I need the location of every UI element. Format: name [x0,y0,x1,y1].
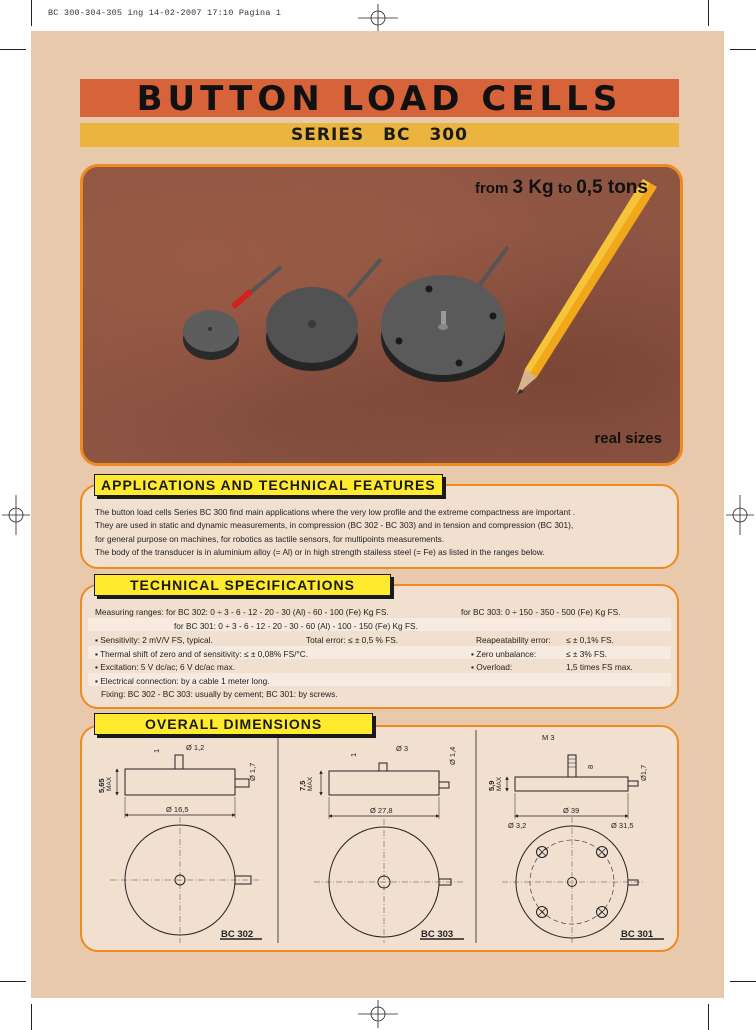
bc302-pin-diameter: Ø 1,2 [186,743,205,752]
repeatability-label: Reapeatability error: [476,635,551,645]
registration-mark-icon [726,495,754,535]
dimensions-heading: OVERALL DIMENSIONS [94,713,373,735]
real-sizes-note: real sizes [594,430,662,447]
crop-mark [708,0,709,26]
bc302-drawing [110,755,262,943]
bc303-height-max: MAX [307,776,314,791]
overload-label: ▪ Overload: [471,662,513,672]
bc303-drawing [314,763,464,943]
applications-line: The body of the transducer is in aluminium alloy (= Al) or in high strength stailess steel (= Fe) as listed in the ranges below. [95,547,545,558]
bc301-stud-height: 8 [586,764,595,769]
thermal-shift-spec: ▪ Thermal shift of zero and of sensitivity: ≤ ± 0,08% FS/°C. [95,649,309,659]
electrical-connection-spec: ▪ Electrical connection: by a cable 1 meter long. [95,676,270,686]
measuring-ranges-bc301: for BC 301: 0 ÷ 3 - 6 - 12 - 20 - 30 - 60 (Al) - 100 - 150 (Fe) Kg FS. [174,621,418,631]
total-error-spec: Total error: ≤ ± 0,5 % FS. [306,635,399,645]
overload-value: 1,5 times FS max. [566,662,633,672]
registration-mark-icon [358,4,398,32]
bc301-model-label: BC 301 [621,929,654,940]
applications-line: They are used in static and dynamic measurements, in compression (BC 302 - BC 303) and in tension and compression (BC 301), [95,520,574,531]
bc301-bolt-circle: Ø 31,5 [611,821,634,830]
crop-mark [0,981,26,982]
bc301-thread: M 3 [542,733,555,742]
crop-mark [0,49,26,50]
bc301-drawing [502,755,664,943]
bc303-pin-height: 1 [349,752,358,757]
print-slug: BC 300-304-305 ing 14-02-2007 17:10 Pagina 1 [48,8,282,18]
bc303-cable-diameter: Ø 1,4 [448,746,457,765]
bc302-pin-height: 1 [152,748,161,753]
bc302-cable-diameter: Ø 1,7 [248,762,257,781]
applications-line: The button load cells Series BC 300 find main applications where the very low profile and the extreme compactness are important . [95,507,576,517]
bc301-hole-diameter: Ø 3,2 [508,821,527,830]
page-title: BUTTON LOAD CELLS [80,79,679,117]
fixing-spec: Fixing: BC 302 - BC 303: usually by cement; BC 301: by screws. [101,689,338,699]
dimension-drawings [80,725,678,951]
bc301-height-max: MAX [496,776,503,791]
bc302-height: 5,65 [97,778,106,793]
crop-mark [730,49,756,50]
registration-mark-icon [358,1000,398,1028]
measuring-ranges-bc303: for BC 303: 0 ÷ 150 - 350 - 500 (Fe) Kg FS. [461,607,621,617]
crop-mark [31,0,32,26]
zero-unbalance-value: ≤ ± 3% FS. [566,649,607,659]
series-subtitle: SERIES BC 300 [80,123,679,147]
crop-mark [708,1004,709,1030]
bc303-height: 7,5 [298,780,307,791]
repeatability-value: ≤ ± 0,1% FS. [566,635,614,645]
specifications-heading: TECHNICAL SPECIFICATIONS [94,574,391,596]
measuring-ranges-bc302: Measuring ranges: for BC 302: 0 ÷ 3 - 6 - 12 - 20 - 30 (Al) - 60 - 100 (Fe) Kg FS. [95,607,389,617]
zero-unbalance-label: ▪ Zero unbalance: [471,649,537,659]
applications-text [95,506,675,560]
bc302-height-max: MAX [106,776,113,791]
bc303-diameter: Ø 27,8 [370,806,393,815]
crop-mark [730,981,756,982]
product-photo [80,164,683,466]
bc303-pin-diameter: Ø 3 [396,744,409,753]
bc302-model-label: BC 302 [221,929,254,940]
bc302-diameter: Ø 16,5 [166,805,189,814]
bc301-cable-diameter: Ø1,7 [639,764,648,781]
applications-line: for general purpose on machines, for robotics as tactile sensors, for multipoints measurements. [95,533,445,544]
capacity-range: from 3 Kg to 0,5 tons [474,177,648,198]
bc301-diameter: Ø 39 [563,806,580,815]
load-cells-illustration [83,167,680,463]
sensitivity-spec: ▪ Sensitivity: 2 mV/V FS, typical. [95,635,213,645]
bc303-model-label: BC 303 [421,929,454,940]
excitation-spec: ▪ Excitation: 5 V dc/ac; 6 V dc/ac max. [95,662,235,672]
bc301-height: 5,9 [487,780,496,791]
applications-heading: APPLICATIONS AND TECHNICAL FEATURES [94,474,443,496]
crop-mark [31,1004,32,1030]
registration-mark-icon [2,495,30,535]
